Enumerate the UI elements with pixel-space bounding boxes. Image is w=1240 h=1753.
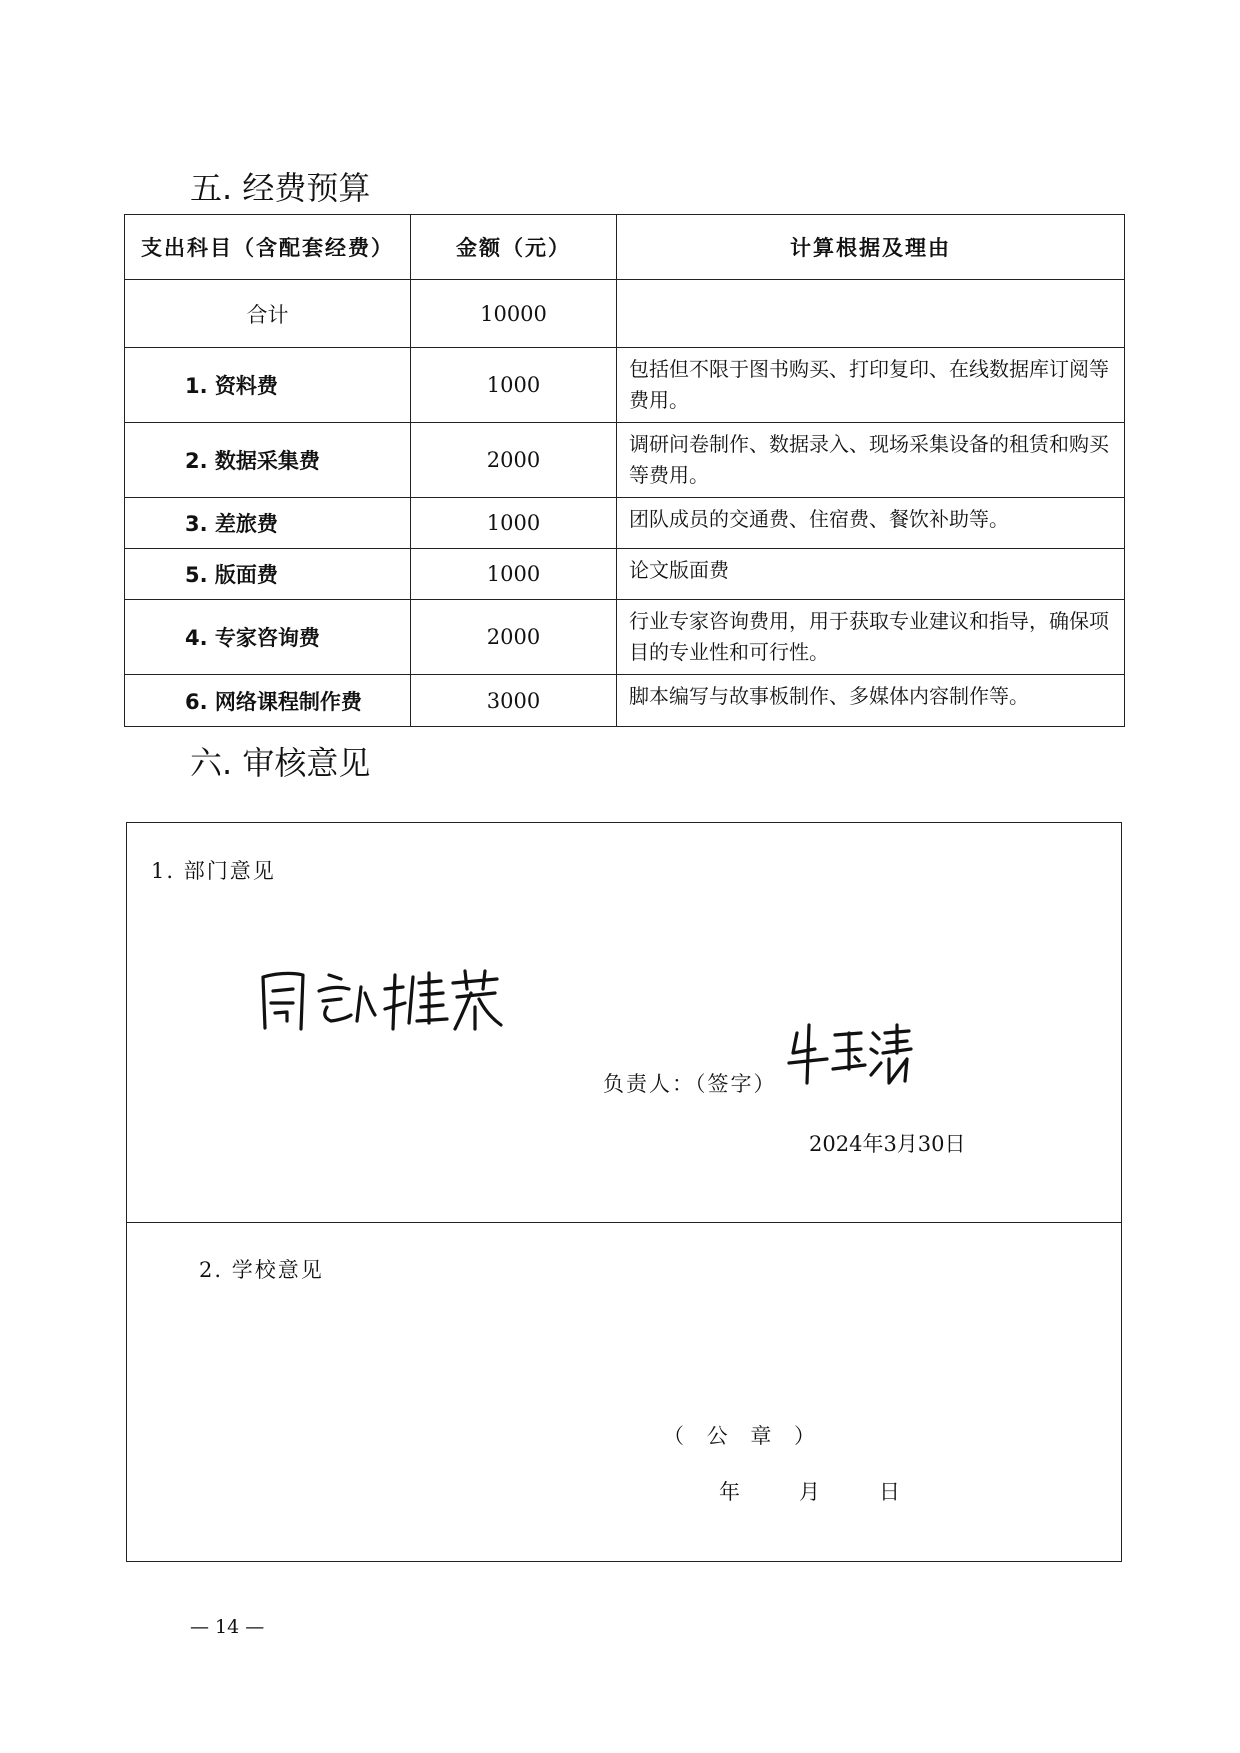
table-row bbox=[125, 348, 1125, 423]
row-item: 6. 网络课程制作费 bbox=[125, 675, 411, 727]
signer-label: 负责人：（签字） bbox=[603, 1072, 777, 1096]
row-reason: 调研问卷制作、数据录入、现场采集设备的租赁和购买等费用。 bbox=[617, 423, 1125, 498]
official-seal-label: （ 公 章 ） bbox=[663, 1424, 824, 1448]
school-date-day: 日 bbox=[879, 1480, 902, 1504]
row-item: 3. 差旅费 bbox=[125, 498, 411, 549]
total-label: 合计 bbox=[125, 280, 411, 348]
budget-table bbox=[124, 214, 1125, 727]
row-item: 2. 数据采集费 bbox=[125, 423, 411, 498]
row-reason: 团队成员的交通费、住宿费、餐饮补助等。 bbox=[617, 498, 1125, 549]
total-reason bbox=[617, 280, 1125, 348]
header-expense-item: 支出科目（含配套经费） bbox=[125, 215, 411, 280]
row-reason: 论文版面费 bbox=[617, 549, 1125, 600]
section-divider bbox=[127, 1222, 1121, 1223]
row-amount: 1000 bbox=[411, 549, 617, 600]
section-title-budget: 五. 经费预算 bbox=[190, 169, 371, 207]
signature-image bbox=[787, 1019, 917, 1089]
school-date-year: 年 bbox=[719, 1480, 742, 1504]
row-item: 1. 资料费 bbox=[125, 348, 411, 423]
row-reason: 脚本编写与故事板制作、多媒体内容制作等。 bbox=[617, 675, 1125, 727]
row-amount: 3000 bbox=[411, 675, 617, 727]
handwritten-opinion-image bbox=[257, 963, 507, 1038]
header-amount: 金额（元） bbox=[411, 215, 617, 280]
table-row bbox=[125, 498, 1125, 549]
row-reason: 行业专家咨询费用，用于获取专业建议和指导，确保项目的专业性和可行性。 bbox=[617, 600, 1125, 675]
table-header-row bbox=[125, 215, 1125, 280]
review-box bbox=[126, 822, 1122, 1562]
row-item: 5. 版面费 bbox=[125, 549, 411, 600]
total-amount: 10000 bbox=[411, 280, 617, 348]
row-reason: 包括但不限于图书购买、打印复印、在线数据库订阅等费用。 bbox=[617, 348, 1125, 423]
table-row bbox=[125, 675, 1125, 727]
dept-opinion-date: 2024年3月30日 bbox=[809, 1132, 966, 1156]
row-amount: 2000 bbox=[411, 600, 617, 675]
page-number: — 14 — bbox=[190, 1616, 265, 1638]
school-date-month: 月 bbox=[799, 1480, 822, 1504]
table-row bbox=[125, 423, 1125, 498]
table-row bbox=[125, 549, 1125, 600]
section-title-review: 六. 审核意见 bbox=[190, 744, 371, 782]
header-reason: 计算根据及理由 bbox=[617, 215, 1125, 280]
table-row-total bbox=[125, 280, 1125, 348]
row-amount: 1000 bbox=[411, 498, 617, 549]
dept-opinion-label: 1. 部门意见 bbox=[151, 859, 276, 883]
row-amount: 2000 bbox=[411, 423, 617, 498]
row-amount: 1000 bbox=[411, 348, 617, 423]
table-row bbox=[125, 600, 1125, 675]
row-item: 4. 专家咨询费 bbox=[125, 600, 411, 675]
school-opinion-label: 2. 学校意见 bbox=[199, 1258, 324, 1282]
